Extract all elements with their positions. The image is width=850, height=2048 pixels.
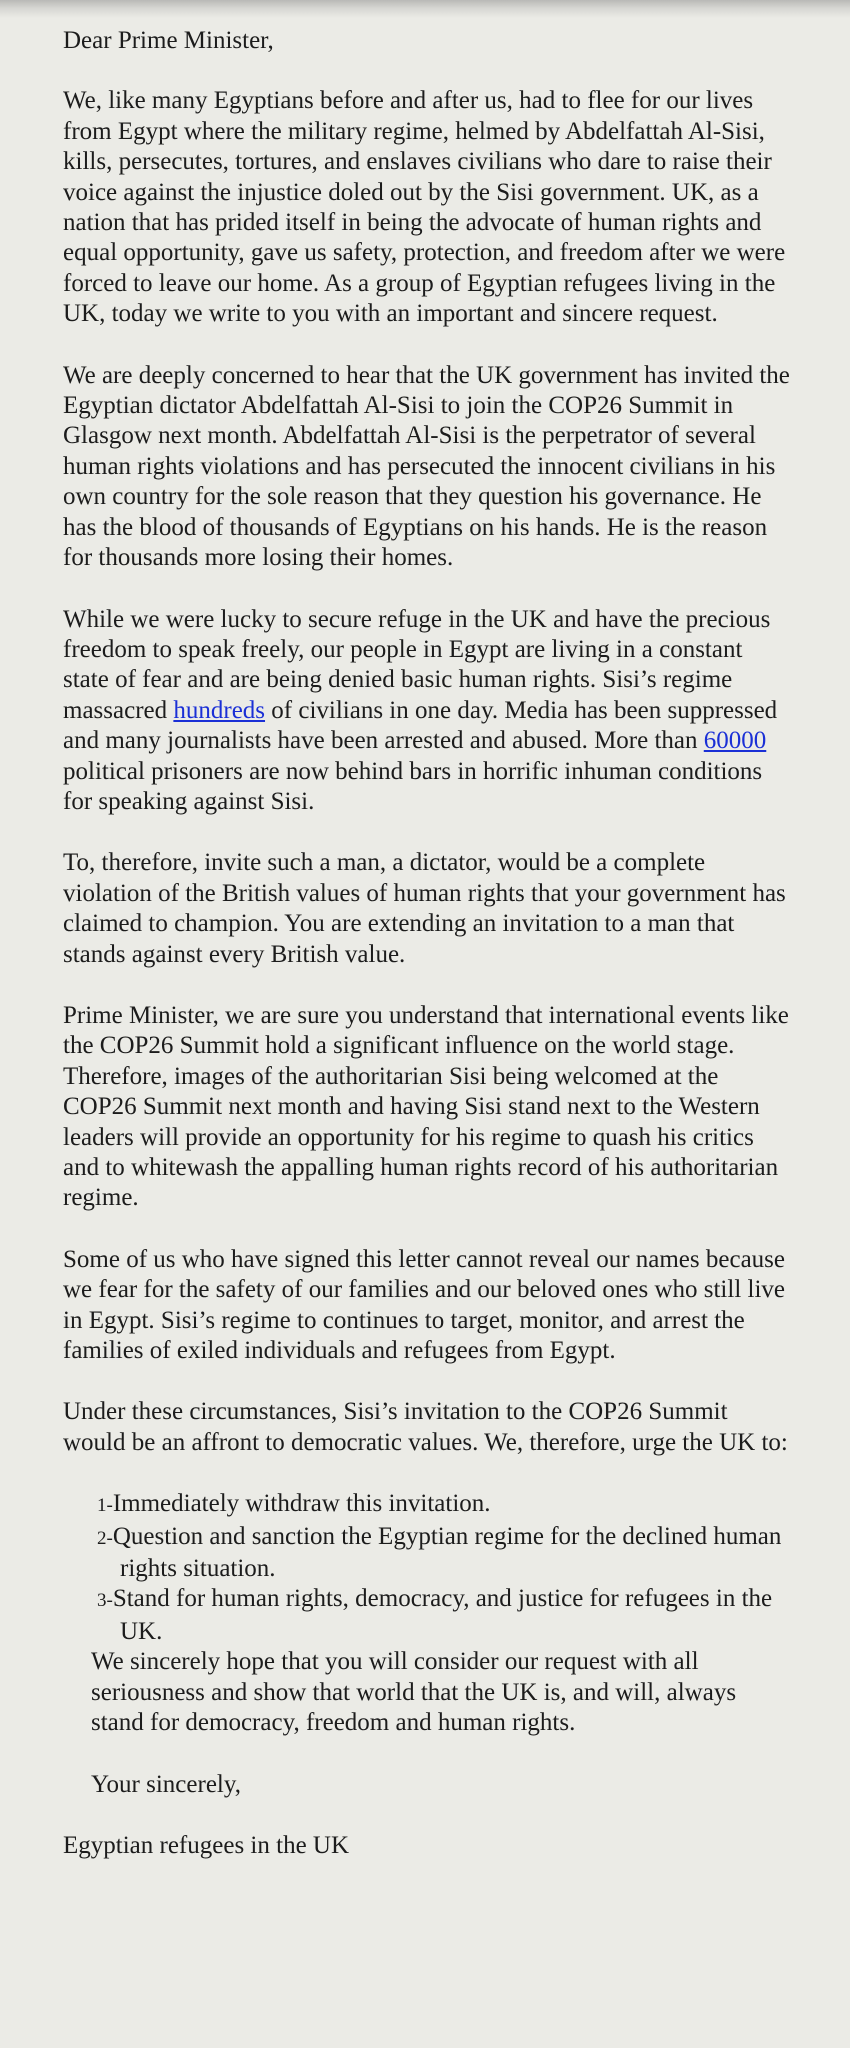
paragraph-1: We, like many Egyptians before and after us, had to flee for our lives from Egypt where the military regime, helmed by Abdelfattah Al-Sisi, kills, persecutes, tortures, and enslaves civilians who dare to raise their voice against the injustice doled out by the Sisi government. UK, as a nation that has prided itself in being the advocate of human rights and equal opportunity, gave us safety, protection, and freedom after we were forced to leave our home. As a group of Egyptian refugees living in the UK, today we write to you with an important and sincere request. <box>63 87 786 328</box>
paragraph-4: To, therefore, invite such a man, a dictator, would be a complete violation of the British values of human rights that your government has claimed to champion. You are extending an invitation to a man that stands against every British value. <box>63 849 786 968</box>
paragraph-3-text-c: political prisoners are now behind bars in horrific inhuman conditions for speaking against Sisi. <box>63 757 763 815</box>
top-edge-shadow <box>0 0 850 18</box>
demand-text: Stand for human rights, democracy, and justice for refugees in the UK. <box>112 1585 773 1645</box>
paragraph-3-text-b: of civilians in one day. Media has been suppressed and many journalists have been arrested and abused. More than <box>63 696 778 755</box>
closing-hope: We sincerely hope that you will consider our request with all seriousness and show that world that the UK is, and will, always stand for democracy, freedom and human rights. <box>91 1648 737 1737</box>
demand-item <box>91 1584 793 1647</box>
signature: Egyptian refugees in the UK <box>63 1831 350 1859</box>
political-prisoners-link[interactable]: 60000 <box>703 727 767 755</box>
demand-text: Question and sanction the Egyptian regime for the declined human rights situation. <box>112 1522 782 1583</box>
demand-number: 3- <box>97 1590 113 1612</box>
demand-item <box>91 1522 793 1585</box>
paragraph-3-text-a: While we were lucky to secure refuge in the UK and have the precious freedom to speak freely, our people in Egypt are living in a constant state of fear and are being denied basic human rights. Sisi’s regime massacred <box>63 605 771 724</box>
demand-number: 2- <box>97 1527 113 1549</box>
demand-text: Immediately withdraw this invitation. <box>112 1490 491 1518</box>
closing-phrase: Your sincerely, <box>91 1770 241 1798</box>
paragraph-2: We are deeply concerned to hear that the UK government has invited the Egyptian dictator Abdelfattah Al-Sisi to join the COP26 Summit in Glasgow next month. Abdelfattah Al-Sisi is the perpetrator of several human rights violations and has persecuted the innocent civilians in his own country for the sole reason that they question his governance. He has the blood of thousands of Egyptians on his hands. He is the reason for thousands more losing their homes. <box>63 361 790 572</box>
demand-number: 1- <box>97 1495 113 1517</box>
hundreds-link[interactable]: hundreds <box>173 696 266 724</box>
letter-body <box>63 26 793 1861</box>
demands-list <box>63 1489 793 1647</box>
paragraph-6: Some of us who have signed this letter cannot reveal our names because we fear for the safety of our families and our beloved ones who still live in Egypt. Sisi’s regime to continues to target, monitor, and arrest the families of exiled individuals and refugees from Egypt. <box>63 1245 785 1365</box>
paragraph-5: Prime Minister, we are sure you understand that international events like the COP26 Summit hold a significant influence on the world stage. Therefore, images of the authoritarian Sisi being welcomed at the COP26 Summit next month and having Sisi stand next to the Western leaders will provide an opportunity for his regime to quash his critics and to whitewash the appalling human rights record of his authoritarian regime. <box>63 1001 789 1212</box>
paragraph-7: Under these circumstances, Sisi’s invitation to the COP26 Summit would be an affront to democratic values. We, therefore, urge the UK to: <box>63 1398 788 1456</box>
demand-item <box>91 1489 793 1521</box>
paragraph-3 <box>63 605 793 818</box>
salutation: Dear Prime Minister, <box>63 27 274 54</box>
